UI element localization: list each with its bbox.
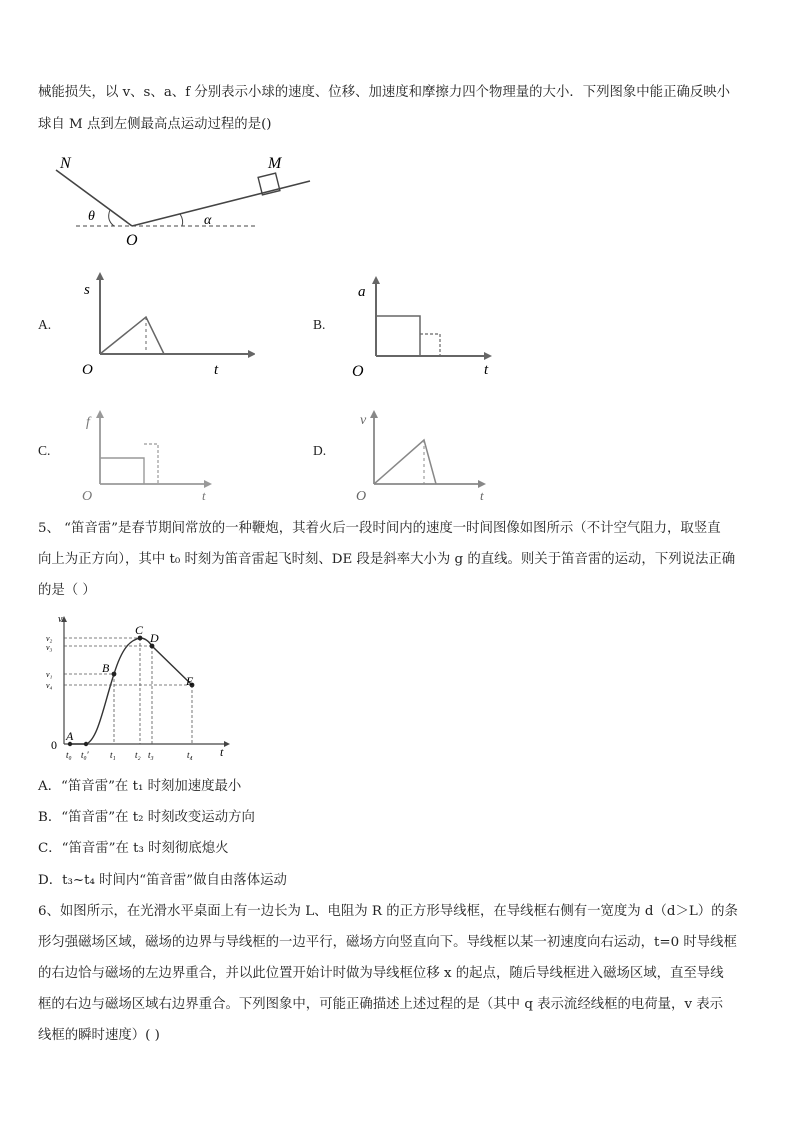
q5-text-line-1: 5、 “笛音雷”是春节期间常放的一种鞭炮，其着火后一段时间内的速度一时间图像如图所示（不计空气阻力，取竖直 bbox=[38, 521, 721, 536]
point-B: B bbox=[102, 661, 110, 675]
origin-O: O bbox=[356, 489, 367, 504]
tick-v1: v₁ bbox=[46, 670, 53, 679]
label-alpha: α bbox=[204, 213, 212, 228]
q6-text-line-1: 6、如图所示，在光滑水平桌面上有一边长为 L、电阻为 R 的正方形导线框，在导线框右侧有一宽度为 d（d＞L）的条 bbox=[38, 904, 738, 919]
option-a-graph bbox=[80, 272, 255, 380]
q6-text-line-4: 框的右边与磁场区域右边界重合。下列图象中，可能正确描述上述过程的是（其中 q 表示流经线框的电荷量，v 表示 bbox=[38, 997, 724, 1012]
tick-t0: t₀ bbox=[66, 750, 72, 760]
tick-t3: t₃ bbox=[148, 750, 154, 760]
axis-x-t: t bbox=[202, 488, 206, 503]
q4-text-line-2: 球自 M 点到左侧最高点运动过程的是() bbox=[38, 117, 272, 132]
vt-axis-x: t bbox=[220, 745, 224, 759]
option-b-graph bbox=[350, 272, 500, 380]
q5-text-line-2: 向上为正方向），其中 t₀ 时刻为笛音雷起飞时刻、DE 段是斜率大小为 g 的直线。则关于笛音雷的运动，下列说法正确 bbox=[38, 552, 736, 567]
q6-text-line-5: 线框的瞬时速度）( ) bbox=[38, 1028, 160, 1043]
point-D: D bbox=[150, 631, 159, 645]
axis-y-v: v bbox=[360, 413, 367, 428]
tick-v2: v₂ bbox=[46, 634, 53, 643]
tick-t0-prime: t₀′ bbox=[81, 750, 89, 760]
point-A: A bbox=[66, 729, 74, 743]
axis-y-a: a bbox=[358, 284, 366, 300]
axis-y-s: s bbox=[84, 282, 90, 298]
tick-v4: v₄ bbox=[46, 681, 53, 690]
vt-graph bbox=[40, 612, 240, 764]
tick-t4: t₄ bbox=[187, 750, 193, 760]
label-M: M bbox=[268, 155, 282, 172]
option-b-label: B. bbox=[313, 317, 326, 332]
label-theta: θ bbox=[88, 209, 95, 224]
origin-O: O bbox=[82, 362, 93, 378]
vt-axis-y: v bbox=[58, 614, 63, 625]
option-c-graph bbox=[80, 404, 220, 504]
q5-choice-c: C．“笛音雷”在 t₃ 时刻彻底熄火 bbox=[38, 841, 229, 856]
axis-y-f: f bbox=[86, 415, 90, 430]
q4-text-line-1: 械能损失，以 v、s、a、f 分别表示小球的速度、位移、加速度和摩擦力四个物理量的大小．下列图象中能正确反映小 bbox=[38, 85, 731, 100]
label-N: N bbox=[60, 155, 71, 172]
q5-choice-d: D．t₃~t₄ 时间内“笛音雷”做自由落体运动 bbox=[38, 873, 287, 888]
vt-origin: 0 bbox=[51, 738, 57, 752]
axis-x-t: t bbox=[480, 488, 484, 503]
option-c-label: C. bbox=[38, 443, 51, 458]
q6-text-line-3: 的右边恰与磁场的左边界重合，并以此位置开始计时做为导线框位移 x 的起点，随后导线框进入磁场区域，直至导线 bbox=[38, 966, 724, 981]
point-E: E bbox=[186, 674, 194, 688]
axis-x-t: t bbox=[214, 362, 219, 378]
origin-O: O bbox=[352, 363, 364, 380]
axis-x-t: t bbox=[484, 362, 489, 378]
option-d-label: D. bbox=[313, 443, 327, 458]
point-C: C bbox=[135, 623, 144, 637]
label-O: O bbox=[126, 232, 138, 248]
tick-t2: t₂ bbox=[135, 750, 141, 760]
q5-text-line-3: 的是（ ） bbox=[38, 583, 96, 598]
option-d-graph bbox=[352, 404, 497, 504]
tick-t1: t₁ bbox=[110, 750, 116, 760]
origin-O: O bbox=[82, 489, 93, 504]
option-a-label: A. bbox=[38, 317, 52, 332]
q5-choice-b: B．“笛音雷”在 t₂ 时刻改变运动方向 bbox=[38, 810, 255, 825]
incline-figure bbox=[48, 148, 328, 248]
q6-text-line-2: 形匀强磁场区域，磁场的边界与导线框的一边平行，磁场方向竖直向下。导线框以某一初速度向右运动，t=0 时导线框 bbox=[38, 935, 737, 950]
tick-v3: v₃ bbox=[46, 643, 53, 652]
q5-choice-a: A．“笛音雷”在 t₁ 时刻加速度最小 bbox=[38, 779, 242, 794]
